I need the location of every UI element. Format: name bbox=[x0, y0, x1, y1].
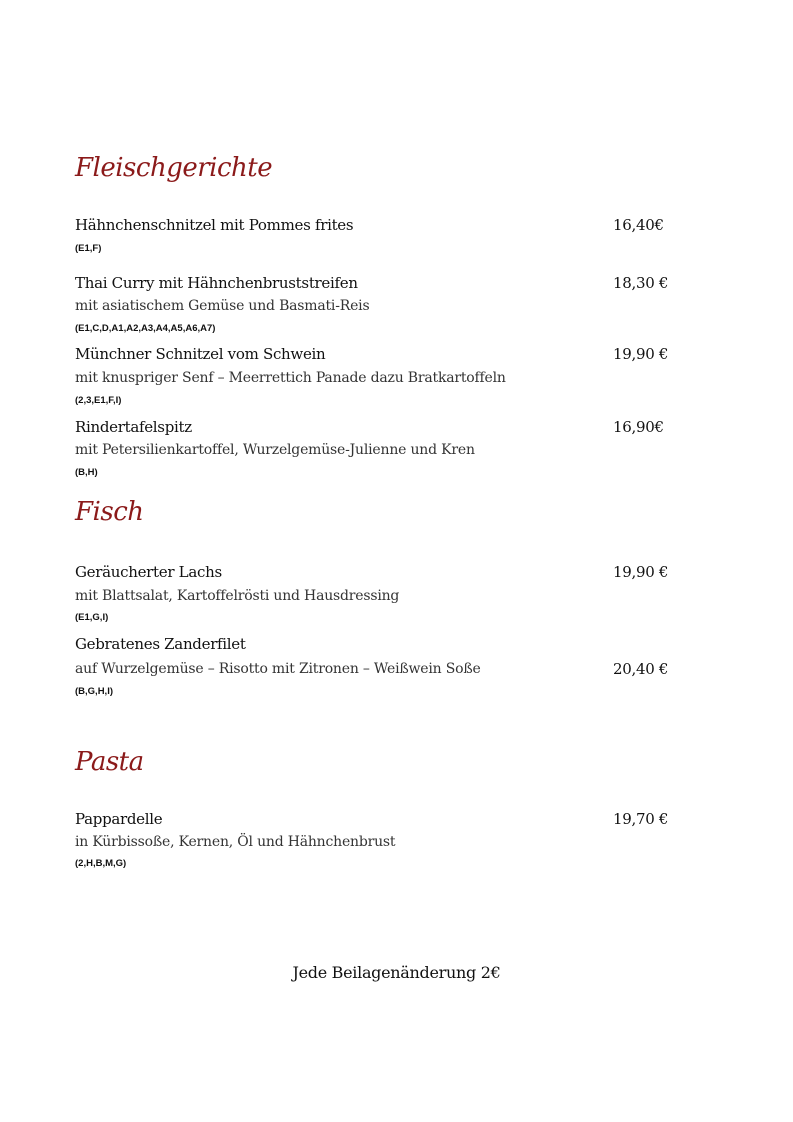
dish-name: Rindertafelspitz bbox=[75, 418, 192, 436]
dish-name: Geräucherter Lachs bbox=[75, 563, 222, 581]
dish-name: Münchner Schnitzel vom Schwein bbox=[75, 345, 326, 363]
allergen-codes: (B,G,H,I) bbox=[75, 686, 113, 697]
dish-description: mit asiatischem Gemüse und Basmati-Reis bbox=[75, 298, 370, 314]
allergen-codes: (E1,F) bbox=[75, 243, 102, 254]
allergen-codes: (E1,C,D,A1,A2,A3,A4,A5,A6,A7) bbox=[75, 323, 216, 334]
dish-name: Pappardelle bbox=[75, 810, 163, 828]
allergen-codes: (E1,G,I) bbox=[75, 612, 109, 623]
dish-price: 18,30 € bbox=[613, 274, 669, 292]
dish-description: in Kürbissoße, Kernen, Öl und Hähnchenbrust bbox=[75, 834, 396, 850]
dish-name: Hähnchenschnitzel mit Pommes frites bbox=[75, 216, 354, 234]
allergen-codes: (B,H) bbox=[75, 467, 98, 478]
section-title-fisch: Fisch bbox=[75, 497, 144, 527]
dish-price: 16,90€ bbox=[613, 418, 664, 436]
dish-price: 19,90 € bbox=[613, 563, 669, 581]
allergen-codes: (2,H,B,M,G) bbox=[75, 858, 127, 869]
dish-price: 19,90 € bbox=[613, 345, 669, 363]
dish-price: 20,40 € bbox=[613, 660, 669, 678]
dish-description: mit Petersilienkartoffel, Wurzelgemüse-Julienne und Kren bbox=[75, 442, 475, 458]
section-title-pasta: Pasta bbox=[75, 747, 144, 777]
allergen-codes: (2,3,E1,F,I) bbox=[75, 395, 122, 406]
dish-price: 16,40€ bbox=[613, 216, 664, 234]
dish-description: mit knuspriger Senf – Meerrettich Panade dazu Bratkartoffeln bbox=[75, 370, 506, 386]
section-title-fleischgerichte: Fleischgerichte bbox=[75, 153, 273, 183]
dish-description: auf Wurzelgemüse – Risotto mit Zitronen – Weißwein Soße bbox=[75, 661, 481, 677]
dish-name: Gebratenes Zanderfilet bbox=[75, 635, 246, 653]
dish-name: Thai Curry mit Hähnchenbruststreifen bbox=[75, 274, 358, 292]
dish-description: mit Blattsalat, Kartoffelrösti und Hausdressing bbox=[75, 588, 400, 604]
side-dish-change-note: Jede Beilagenänderung 2€ bbox=[292, 963, 501, 982]
dish-price: 19,70 € bbox=[613, 810, 669, 828]
